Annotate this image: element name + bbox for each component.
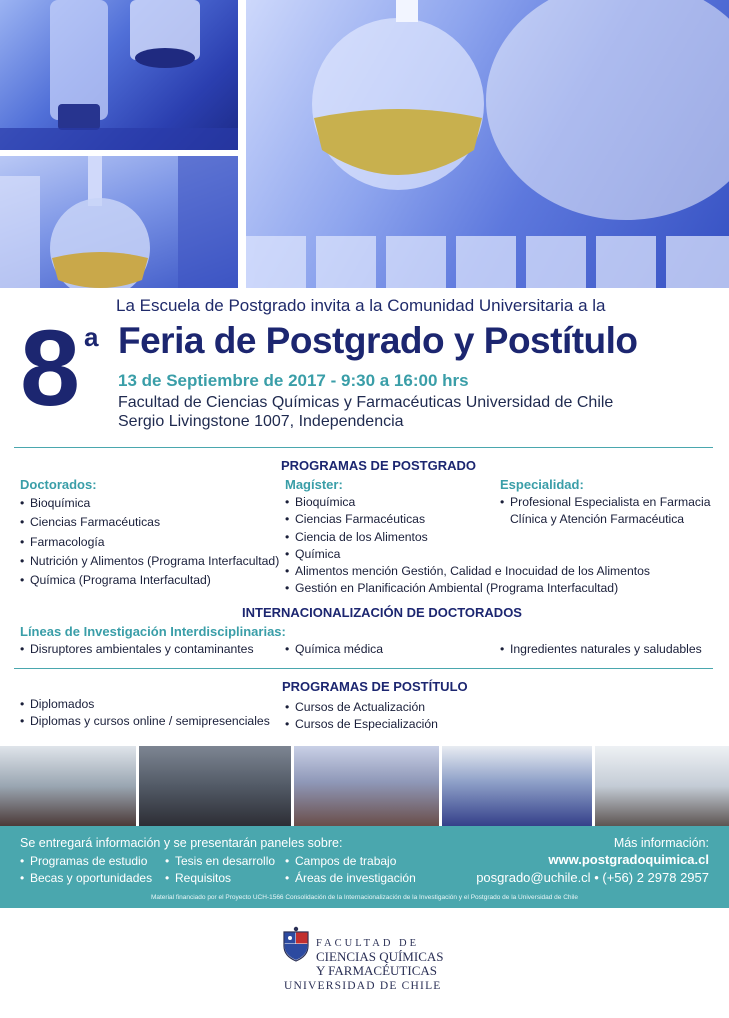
lineas-item-2	[285, 641, 383, 658]
divider	[14, 447, 713, 448]
list-item: • Química médica	[285, 641, 383, 658]
list-item: • Bioquímica	[20, 495, 279, 512]
flask-photo	[0, 156, 238, 288]
faculty-logo	[282, 916, 452, 994]
logo-line-3: Y FARMACÉUTICAS	[316, 963, 437, 978]
fair-photo	[595, 746, 729, 826]
microscope-photo	[0, 0, 238, 150]
list-item: • Campos de trabajo	[285, 853, 416, 870]
list-item-continuation: Clínica y Atención Farmacéutica	[510, 512, 685, 527]
postitulo-left-list	[20, 696, 270, 731]
info-band	[0, 826, 729, 908]
scientist-photo	[246, 0, 729, 288]
list-item: • Ciencias Farmacéuticas	[285, 511, 650, 528]
email-link[interactable]: posgrado@uchile.cl	[476, 870, 591, 885]
phone-number: (+56) 2 2978 2957	[602, 870, 709, 885]
website-link[interactable]: www.postgradoquimica.cl	[548, 852, 709, 867]
postgrado-heading: PROGRAMAS DE POSTGRADO	[281, 458, 477, 473]
fair-photo	[294, 746, 439, 826]
list-item: • Química	[285, 546, 650, 563]
event-address: Sergio Livingstone 1007, Independencia	[118, 413, 404, 430]
funding-note: Material financiado por el Proyecto UCH-1566 Consolidación de la Internacionalización de la Investigación y el Postgrado de la Universidad de Chile	[150, 894, 579, 901]
info-col-1	[20, 853, 152, 887]
list-item: • Disruptores ambientales y contaminantes	[20, 641, 254, 658]
list-item: • Tesis en desarrollo	[165, 853, 275, 870]
lineas-heading: Líneas de Investigación Interdisciplinarias:	[20, 624, 286, 639]
list-item: • Becas y oportunidades	[20, 870, 152, 887]
list-item: • Diplomados	[20, 696, 270, 713]
contact-line	[476, 870, 709, 885]
logo-line-4: UNIVERSIDAD DE CHILE	[284, 980, 442, 992]
fair-photo-strip	[0, 746, 729, 826]
list-item: • Nutrición y Alimentos (Programa Interfacultad)	[20, 553, 279, 570]
postitulo-right-list	[285, 699, 438, 734]
list-item: • Cursos de Especialización	[285, 716, 438, 733]
list-item: • Alimentos mención Gestión, Calidad e Inocuidad de los Alimentos	[285, 563, 650, 580]
info-col-2	[165, 853, 275, 887]
list-item: • Profesional Especialista en Farmacia	[500, 494, 711, 511]
list-item: • Diplomas y cursos online / semipresenciales	[20, 713, 270, 730]
edition-number: 8	[20, 307, 78, 428]
list-item: • Áreas de investigación	[285, 870, 416, 887]
event-title: Feria de Postgrado y Postítulo	[118, 320, 638, 361]
separator: •	[594, 870, 603, 885]
info-intro: Se entregará información y se presentarán paneles sobre:	[20, 836, 343, 850]
event-venue: Facultad de Ciencias Químicas y Farmacéuticas Universidad de Chile	[118, 394, 614, 411]
postitulo-heading: PROGRAMAS DE POSTÍTULO	[282, 679, 468, 694]
more-info-label: Más información:	[613, 836, 709, 850]
list-item: • Gestión en Planificación Ambiental (Programa Interfacultad)	[285, 580, 650, 597]
fair-photo	[139, 746, 291, 826]
list-item: • Requisitos	[165, 870, 275, 887]
logo-line-1: FACULTAD DE	[316, 938, 420, 949]
list-item: • Bioquímica	[285, 494, 650, 511]
info-col-3	[285, 853, 416, 887]
list-item: • Farmacología	[20, 534, 279, 551]
doctorados-heading: Doctorados:	[20, 477, 97, 492]
lineas-item-3	[500, 641, 702, 658]
list-item: • Química (Programa Interfacultad)	[20, 572, 279, 589]
list-item: • Programas de estudio	[20, 853, 152, 870]
list-item: • Ciencias Farmacéuticas	[20, 514, 279, 531]
list-item: • Ingredientes naturales y saludables	[500, 641, 702, 658]
especialidad-heading: Especialidad:	[500, 477, 584, 492]
edition-ordinal-suffix: a	[84, 322, 99, 352]
header-photo-collage	[0, 0, 729, 288]
list-item: • Cursos de Actualización	[285, 699, 438, 716]
logo-line-2: CIENCIAS QUÍMICAS	[316, 949, 444, 964]
internacionalizacion-heading: INTERNACIONALIZACIÓN DE DOCTORADOS	[242, 605, 522, 620]
list-item: • Ciencia de los Alimentos	[285, 529, 650, 546]
magister-heading: Magíster:	[285, 477, 343, 492]
doctorados-list	[20, 495, 279, 589]
divider	[14, 668, 713, 669]
lineas-item-1	[20, 641, 254, 658]
fair-photo	[0, 746, 136, 826]
university-shield-icon	[282, 926, 310, 962]
fair-photo	[442, 746, 592, 826]
invitation-line: La Escuela de Postgrado invita a la Comunidad Universitaria a la	[116, 296, 606, 315]
especialidad-list	[500, 494, 711, 529]
event-date: 13 de Septiembre de 2017 - 9:30 a 16:00 hrs	[118, 371, 469, 390]
